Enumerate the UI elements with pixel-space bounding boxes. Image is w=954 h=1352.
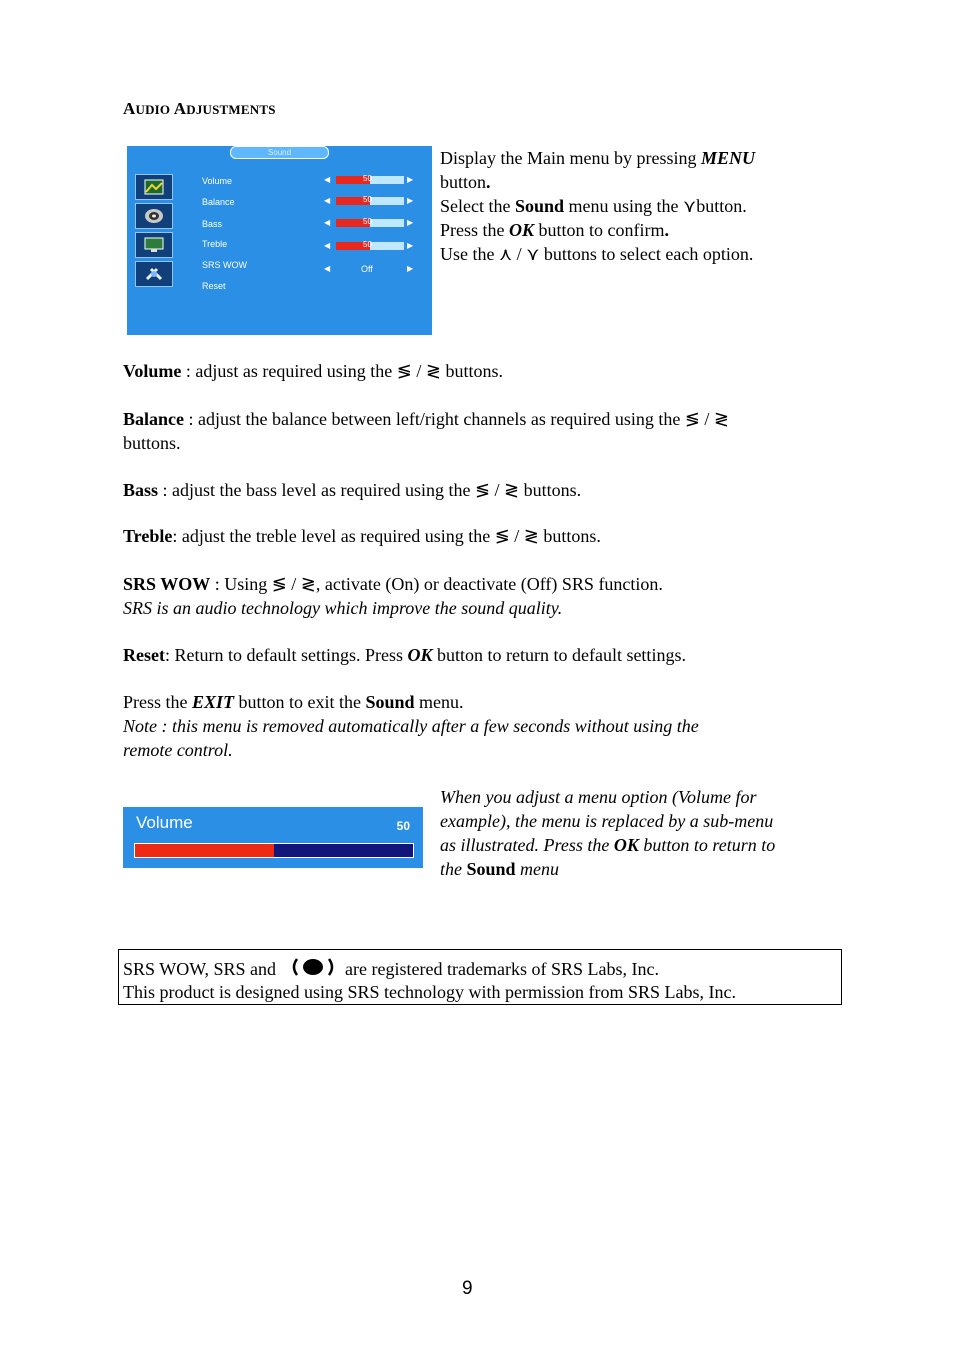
ok-key: OK: [407, 645, 433, 665]
srs-description: [123, 572, 843, 620]
intro-line5: Use the: [440, 244, 499, 264]
submenu-text4: the: [440, 859, 467, 879]
auto-close-note-cont: remote control.: [123, 740, 233, 760]
slash: /: [512, 244, 527, 264]
treble-term: Treble: [123, 526, 173, 546]
trademark-notice: [118, 949, 842, 1005]
submenu-value: 50: [396, 819, 410, 833]
balance-level-bar: [336, 197, 404, 205]
trademark-text: SRS WOW, SRS and: [123, 959, 277, 979]
trademark-text-end: are registered trademarks of SRS Labs, Inc.: [345, 959, 659, 979]
srs-text: : Using ≶ / ≷, activate (On) or deactivate (Off) SRS function.: [210, 574, 663, 594]
menu-item-bass: Bass: [202, 219, 223, 229]
menu-item-treble: Treble: [202, 239, 228, 249]
srs-note: SRS is an audio technology which improve the sound quality.: [123, 598, 563, 618]
page-number: 9: [462, 1278, 473, 1299]
volume-description: [123, 359, 843, 383]
ok-key: OK: [613, 835, 639, 855]
sound-icon: [135, 203, 173, 229]
down-arrow-icon: ⋎: [526, 244, 540, 264]
srs-term: SRS WOW: [123, 574, 211, 594]
menu-icon-column: [135, 174, 173, 292]
submenu-text1: When you adjust a menu option (Volume for: [440, 787, 757, 807]
left-arrow-icon: ◀: [324, 196, 331, 205]
exit-text-mid: button to exit the: [234, 692, 366, 712]
right-arrow-icon: ▶: [407, 196, 414, 205]
intro-line5-end: buttons to select each option.: [539, 244, 754, 264]
reset-text: : Return to default settings. Press: [164, 645, 408, 665]
left-arrow-icon: ◀: [324, 264, 331, 273]
submenu-text3: as illustrated. Press the: [440, 835, 614, 855]
balance-term: Balance: [123, 409, 184, 429]
submenu-text4-end: menu: [515, 859, 560, 879]
heading-first-rest: UDIO: [135, 102, 171, 117]
bass-level-value: 50: [363, 217, 372, 226]
intro-line1: Display the Main menu by pressing: [440, 148, 701, 168]
sound-menu-title: Sound: [230, 146, 329, 159]
treble-level-bar: [336, 242, 404, 250]
left-arrow-icon: ◀: [324, 218, 331, 227]
right-arrow-icon: ▶: [407, 218, 414, 227]
exit-text: Press the: [123, 692, 192, 712]
bass-level-bar: [336, 219, 404, 227]
submenu-text2: example), the menu is replaced by a sub-menu: [440, 811, 774, 831]
submenu-level-bar: [134, 843, 414, 858]
sound-word: Sound: [466, 859, 516, 879]
heading-second-letter: A: [173, 99, 187, 118]
exit-key: EXIT: [192, 692, 235, 712]
up-arrow-icon: ⋏: [498, 244, 513, 264]
bass-text: : adjust the bass level as required using the ≶ / ≷ buttons.: [158, 480, 582, 500]
balance-text: : adjust the balance between left/right channels as required using the ≶ / ≷: [184, 409, 729, 429]
reset-text-end: button to return to default settings.: [432, 645, 686, 665]
intro-instructions: Display the Main menu by pressing MENU button. Select the Sound menu using the ⋎button. Press the OK button to confirm. Use the ⋏ / ⋎ buttons to select each option.: [440, 148, 755, 264]
heading-first-letter: A: [123, 99, 136, 118]
down-arrow-icon: ⋎: [683, 196, 697, 216]
intro-line3-mid: menu using the: [564, 196, 684, 216]
intro-line3-end: button.: [696, 196, 747, 216]
right-arrow-icon: ▶: [407, 175, 414, 184]
menu-item-balance: Balance: [202, 197, 235, 207]
volume-submenu-screenshot: [123, 807, 423, 868]
intro-line4: Press the: [440, 220, 509, 240]
submenu-label: Volume: [136, 813, 193, 832]
volume-level-value: 50: [363, 174, 372, 183]
picture-icon: [135, 174, 173, 200]
bass-description: [123, 478, 843, 502]
bass-term: Bass: [123, 480, 159, 500]
volume-text: : adjust as required using the ≶ / ≷ buttons.: [181, 361, 503, 381]
menu-item-srs-wow: SRS WOW: [202, 260, 247, 270]
auto-close-note: Note : this menu is removed automatically after a few seconds without using the: [123, 716, 699, 736]
treble-text: : adjust the treble level as required using the ≶ / ≷ buttons.: [172, 526, 601, 546]
submenu-level-fill: [135, 844, 274, 857]
pc-icon: [135, 232, 173, 258]
reset-term: Reset: [123, 645, 165, 665]
srs-wow-value: Off: [361, 264, 373, 274]
trademark-line2: This product is designed using SRS technology with permission from SRS Labs, Inc.: [123, 982, 736, 1002]
setup-icon: [135, 261, 173, 287]
right-arrow-icon: ▶: [407, 264, 414, 273]
balance-level-value: 50: [363, 195, 372, 204]
treble-level-value: 50: [363, 240, 372, 249]
exit-text-end: menu.: [414, 692, 464, 712]
balance-text-cont: buttons.: [123, 433, 181, 453]
intro-line2: button: [440, 172, 487, 192]
menu-key: MENU: [700, 148, 755, 168]
sound-word: Sound: [365, 692, 415, 712]
menu-item-reset: Reset: [202, 281, 226, 291]
ok-key: OK: [509, 220, 535, 240]
submenu-text3-end: button to return to: [638, 835, 776, 855]
sound-word: Sound: [514, 196, 565, 216]
treble-description: [123, 524, 843, 548]
volume-level-bar: [336, 176, 404, 184]
sound-menu-screenshot: [127, 146, 432, 335]
intro-line4-end: button to confirm: [534, 220, 665, 240]
left-arrow-icon: ◀: [324, 241, 331, 250]
reset-description: [123, 643, 843, 667]
submenu-explanation: [440, 785, 850, 881]
menu-item-volume: Volume: [202, 176, 233, 186]
exit-description: [123, 690, 843, 762]
left-arrow-icon: ◀: [324, 175, 331, 184]
right-arrow-icon: ▶: [407, 241, 414, 250]
volume-term: Volume: [123, 361, 182, 381]
intro-line3: Select the: [440, 196, 515, 216]
section-heading: [123, 99, 276, 119]
heading-second-rest: DJUSTMENTS: [186, 102, 276, 117]
balance-description: [123, 407, 843, 455]
